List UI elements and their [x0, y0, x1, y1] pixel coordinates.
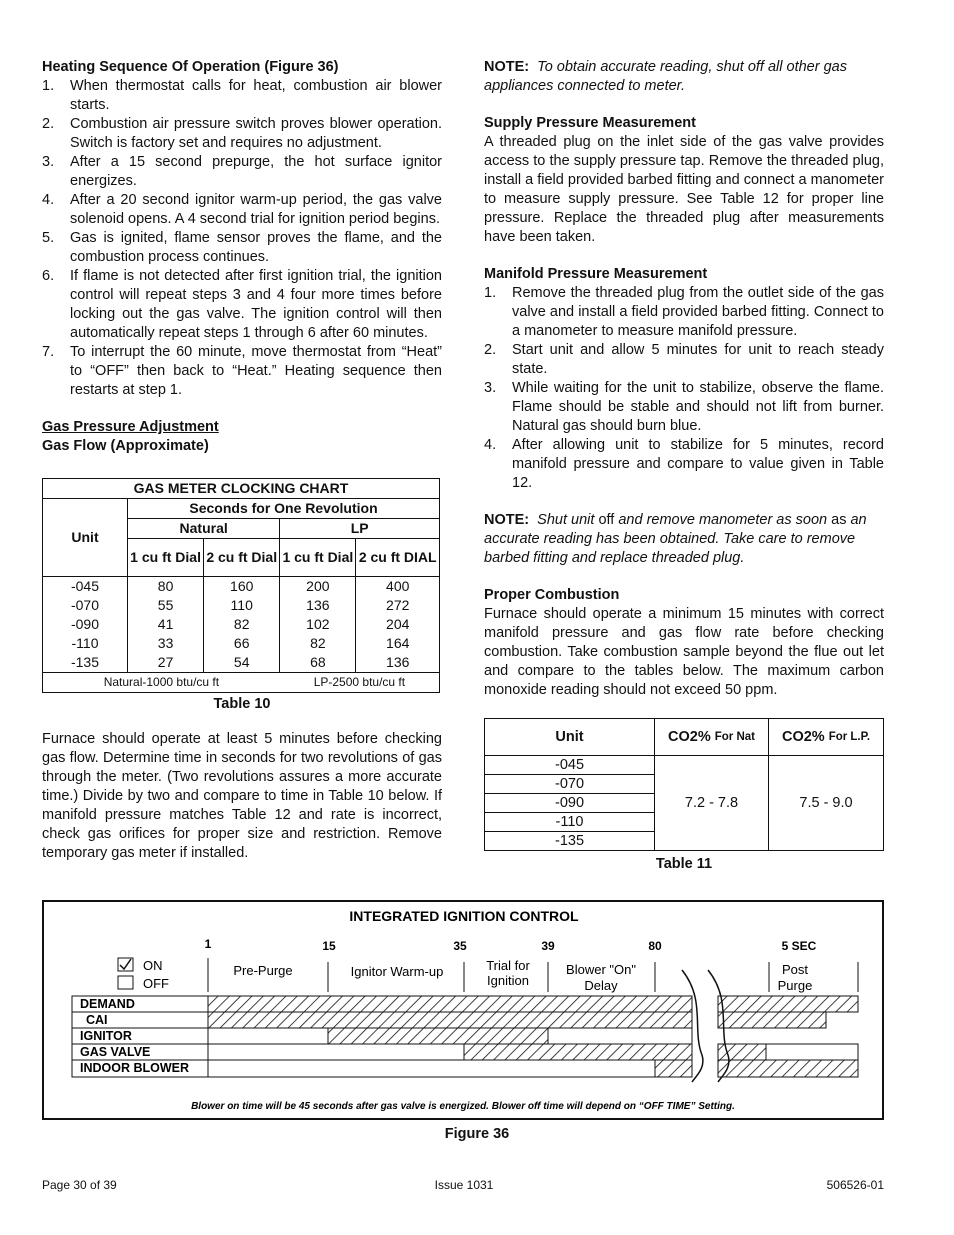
- signal-label: IGNITOR: [80, 1029, 132, 1043]
- signal-label: CAI: [86, 1013, 108, 1027]
- table-row: -090 41 82 102 204: [43, 615, 440, 634]
- natural-footnote: Natural-1000 btu/cu ft: [43, 673, 280, 693]
- co2-lp-value: 7.5 - 9.0: [799, 794, 853, 811]
- proper-combustion-heading: Proper Combustion: [484, 587, 620, 603]
- table-row: -045 80 160 200 400: [43, 577, 440, 597]
- unit-header: Unit: [43, 499, 128, 577]
- ignitor-bar: [328, 1028, 548, 1044]
- gas-meter-table: [42, 478, 440, 693]
- table-row: -135: [485, 832, 655, 850]
- gas-valve-bar: [464, 1044, 692, 1060]
- manifold-steps-list: [484, 284, 884, 493]
- signal-label: INDOOR BLOWER: [80, 1061, 190, 1075]
- lp-footnote: LP-2500 btu/cu ft: [280, 673, 440, 693]
- co2-nat-header: CO2% For Nat: [655, 719, 769, 755]
- legend-off-label: OFF: [143, 976, 169, 991]
- signal-label: GAS VALVE: [80, 1045, 151, 1059]
- tick-label: 15: [322, 939, 336, 953]
- phase-label: Post: [781, 962, 809, 977]
- table-row: -045: [485, 756, 655, 775]
- table-row: -110 33 66 82 164: [43, 634, 440, 653]
- gas-flow-heading: Gas Flow (Approximate): [42, 438, 209, 454]
- indoor-blower-bar: [655, 1060, 692, 1077]
- co2-nat-value: 7.2 - 7.8: [655, 756, 769, 850]
- manifold-pressure-heading: Manifold Pressure Measurement: [484, 266, 708, 282]
- table10-caption: Table 10: [213, 696, 271, 712]
- natural-header: Natural: [128, 519, 280, 539]
- table-row: -090: [485, 794, 655, 813]
- supply-pressure-text: A threaded plug on the inlet side of the gas valve provides access to the supply pressure tap. Remove the threaded plug, install a field provided barbed fitting and connect a manometer to measure supply pressure. See Table 12 for proper line pressure. Replace the threaded plug after measurements have been taken.: [484, 134, 884, 245]
- list-item: 2. Combustion air pressure switch proves blower operation. Switch is factory set and requires no adjustment.: [42, 116, 442, 151]
- list-item: 7. To interrupt the 60 minute, move thermostat from “Heat” to “OFF” then back to “Heat.” Heating sequence then restarts at step 1.: [42, 344, 442, 398]
- unit-header: Unit: [485, 719, 655, 755]
- col-header: 2 cu ft DIAL: [356, 539, 440, 577]
- co2-lp-header: CO2% For L.P.: [781, 728, 871, 745]
- phase-label: Delay: [584, 978, 618, 993]
- supply-pressure-heading: Supply Pressure Measurement: [484, 115, 696, 131]
- note-1: NOTE: To obtain accurate reading, shut off all other gas appliances connected to meter.: [484, 59, 847, 94]
- table-row: -070 55 110 136 272: [43, 596, 440, 615]
- heating-sequence-list: [42, 77, 442, 400]
- ignition-timing-figure: [42, 900, 884, 1120]
- table-footnote-row: [43, 673, 440, 693]
- col-header: 1 cu ft Dial: [280, 539, 356, 577]
- table-row: -110: [485, 813, 655, 832]
- page-number: Page 30 of 39: [42, 1178, 117, 1192]
- note-2: NOTE: Shut unit off and remove manometer as soon as an accurate reading has been obtained. Take care to remove barbed fitting and replace threaded plug.: [484, 512, 867, 566]
- figure-caption: Figure 36: [444, 1126, 510, 1142]
- heating-sequence-heading: Heating Sequence Of Operation (Figure 36): [42, 59, 339, 75]
- list-item: 4. After allowing unit to stabilize for 5 minutes, record manifold pressure and compare to value given in Table 12.: [484, 437, 884, 491]
- demand-bar: [208, 996, 692, 1012]
- tick-label: 1: [204, 937, 212, 951]
- tick-label: 80: [648, 939, 662, 953]
- tick-label: 35: [453, 939, 467, 953]
- figure-title: INTEGRATED IGNITION CONTROL: [349, 908, 579, 924]
- co2-table: [484, 718, 884, 851]
- indoor-blower-bar-post: [718, 1060, 858, 1077]
- signal-label: DEMAND: [80, 997, 135, 1011]
- seconds-header: Seconds for One Revolution: [128, 499, 440, 519]
- doc-number: 506526-01: [826, 1178, 884, 1192]
- proper-combustion-text: Furnace should operate a minimum 15 minutes with correct manifold pressure and gas flow rate before checking combustion. Take combustion sample beyond the flue out let and compare to the tables below. The maximum carbon monoxide reading should not exceed 50 ppm.: [484, 606, 884, 698]
- table-title: GAS METER CLOCKING CHART: [43, 479, 440, 499]
- indoor-blower-bar-frame: [208, 1060, 692, 1077]
- col-header: 1 cu ft Dial: [128, 539, 204, 577]
- gas-flow-paragraph: Furnace should operate at least 5 minutes before checking gas flow. Determine time in seconds for two revolutions of gas through the meter. (Two revolutions assures a more accurate time.) Divide by two and compare to time in Table 10 below. If manifold pressure matches Table 12 and rate is incorrect, check gas orifices for proper size and restriction. Remove temporary gas meter if installed.: [42, 731, 442, 861]
- list-item: 4. After a 20 second ignitor warm-up period, the gas valve solenoid opens. A 4 second trial for ignition period begins.: [42, 192, 442, 227]
- tick-label: 5 SEC: [781, 939, 817, 953]
- phase-label: Purge: [777, 978, 813, 993]
- list-item: 1. Remove the threaded plug from the outlet side of the gas valve and install a field provided barbed fitting. Connect to a manometer to measure manifold pressure.: [484, 285, 884, 339]
- tick-label: 39: [541, 939, 555, 953]
- phase-label: Pre-Purge: [233, 963, 293, 978]
- list-item: 3. After a 15 second prepurge, the hot surface ignitor energizes.: [42, 154, 442, 189]
- cai-bar-post: [718, 1012, 826, 1028]
- list-item: 5. Gas is ignited, flame sensor proves the flame, and the combustion process continues.: [42, 230, 442, 265]
- list-item: 1. When thermostat calls for heat, combustion air blower starts.: [42, 78, 442, 113]
- list-item: 6. If flame is not detected after first ignition trial, the ignition control will repeat steps 3 and 4 four more times before locking out the gas valve. The ignition control will then automatically repeat steps 1 through 6 after 60 minutes.: [42, 268, 442, 341]
- figure-footnote: Blower on time will be 45 seconds after gas valve is energized. Blower off time will depend on “OFF TIME” Setting.: [191, 1101, 735, 1112]
- phase-label: Ignition: [487, 973, 529, 988]
- phase-label: Trial for: [486, 958, 530, 973]
- right-column: [484, 58, 884, 874]
- legend-on-label: ON: [143, 958, 163, 973]
- lp-header: LP: [280, 519, 440, 539]
- issue-number: Issue 1031: [434, 1178, 494, 1192]
- list-item: 3. While waiting for the unit to stabilize, observe the flame. Flame should be stable and should not lift from burner. Natural gas should burn blue.: [484, 380, 884, 434]
- phase-label: Blower "On": [566, 962, 636, 977]
- col-header: 2 cu ft Dial: [204, 539, 280, 577]
- cai-bar: [208, 1012, 692, 1028]
- demand-bar-post: [718, 996, 858, 1012]
- list-item: 2. Start unit and allow 5 minutes for unit to reach steady state.: [484, 342, 884, 377]
- table-row: -135 27 54 68 136: [43, 653, 440, 673]
- table-row: -070: [485, 775, 655, 794]
- legend-off-box: [118, 976, 133, 989]
- gas-pressure-heading: Gas Pressure Adjustment: [42, 419, 219, 435]
- table11-caption: Table 11: [655, 856, 713, 872]
- phase-label: Ignitor Warm-up: [350, 964, 444, 979]
- left-column: [42, 58, 442, 863]
